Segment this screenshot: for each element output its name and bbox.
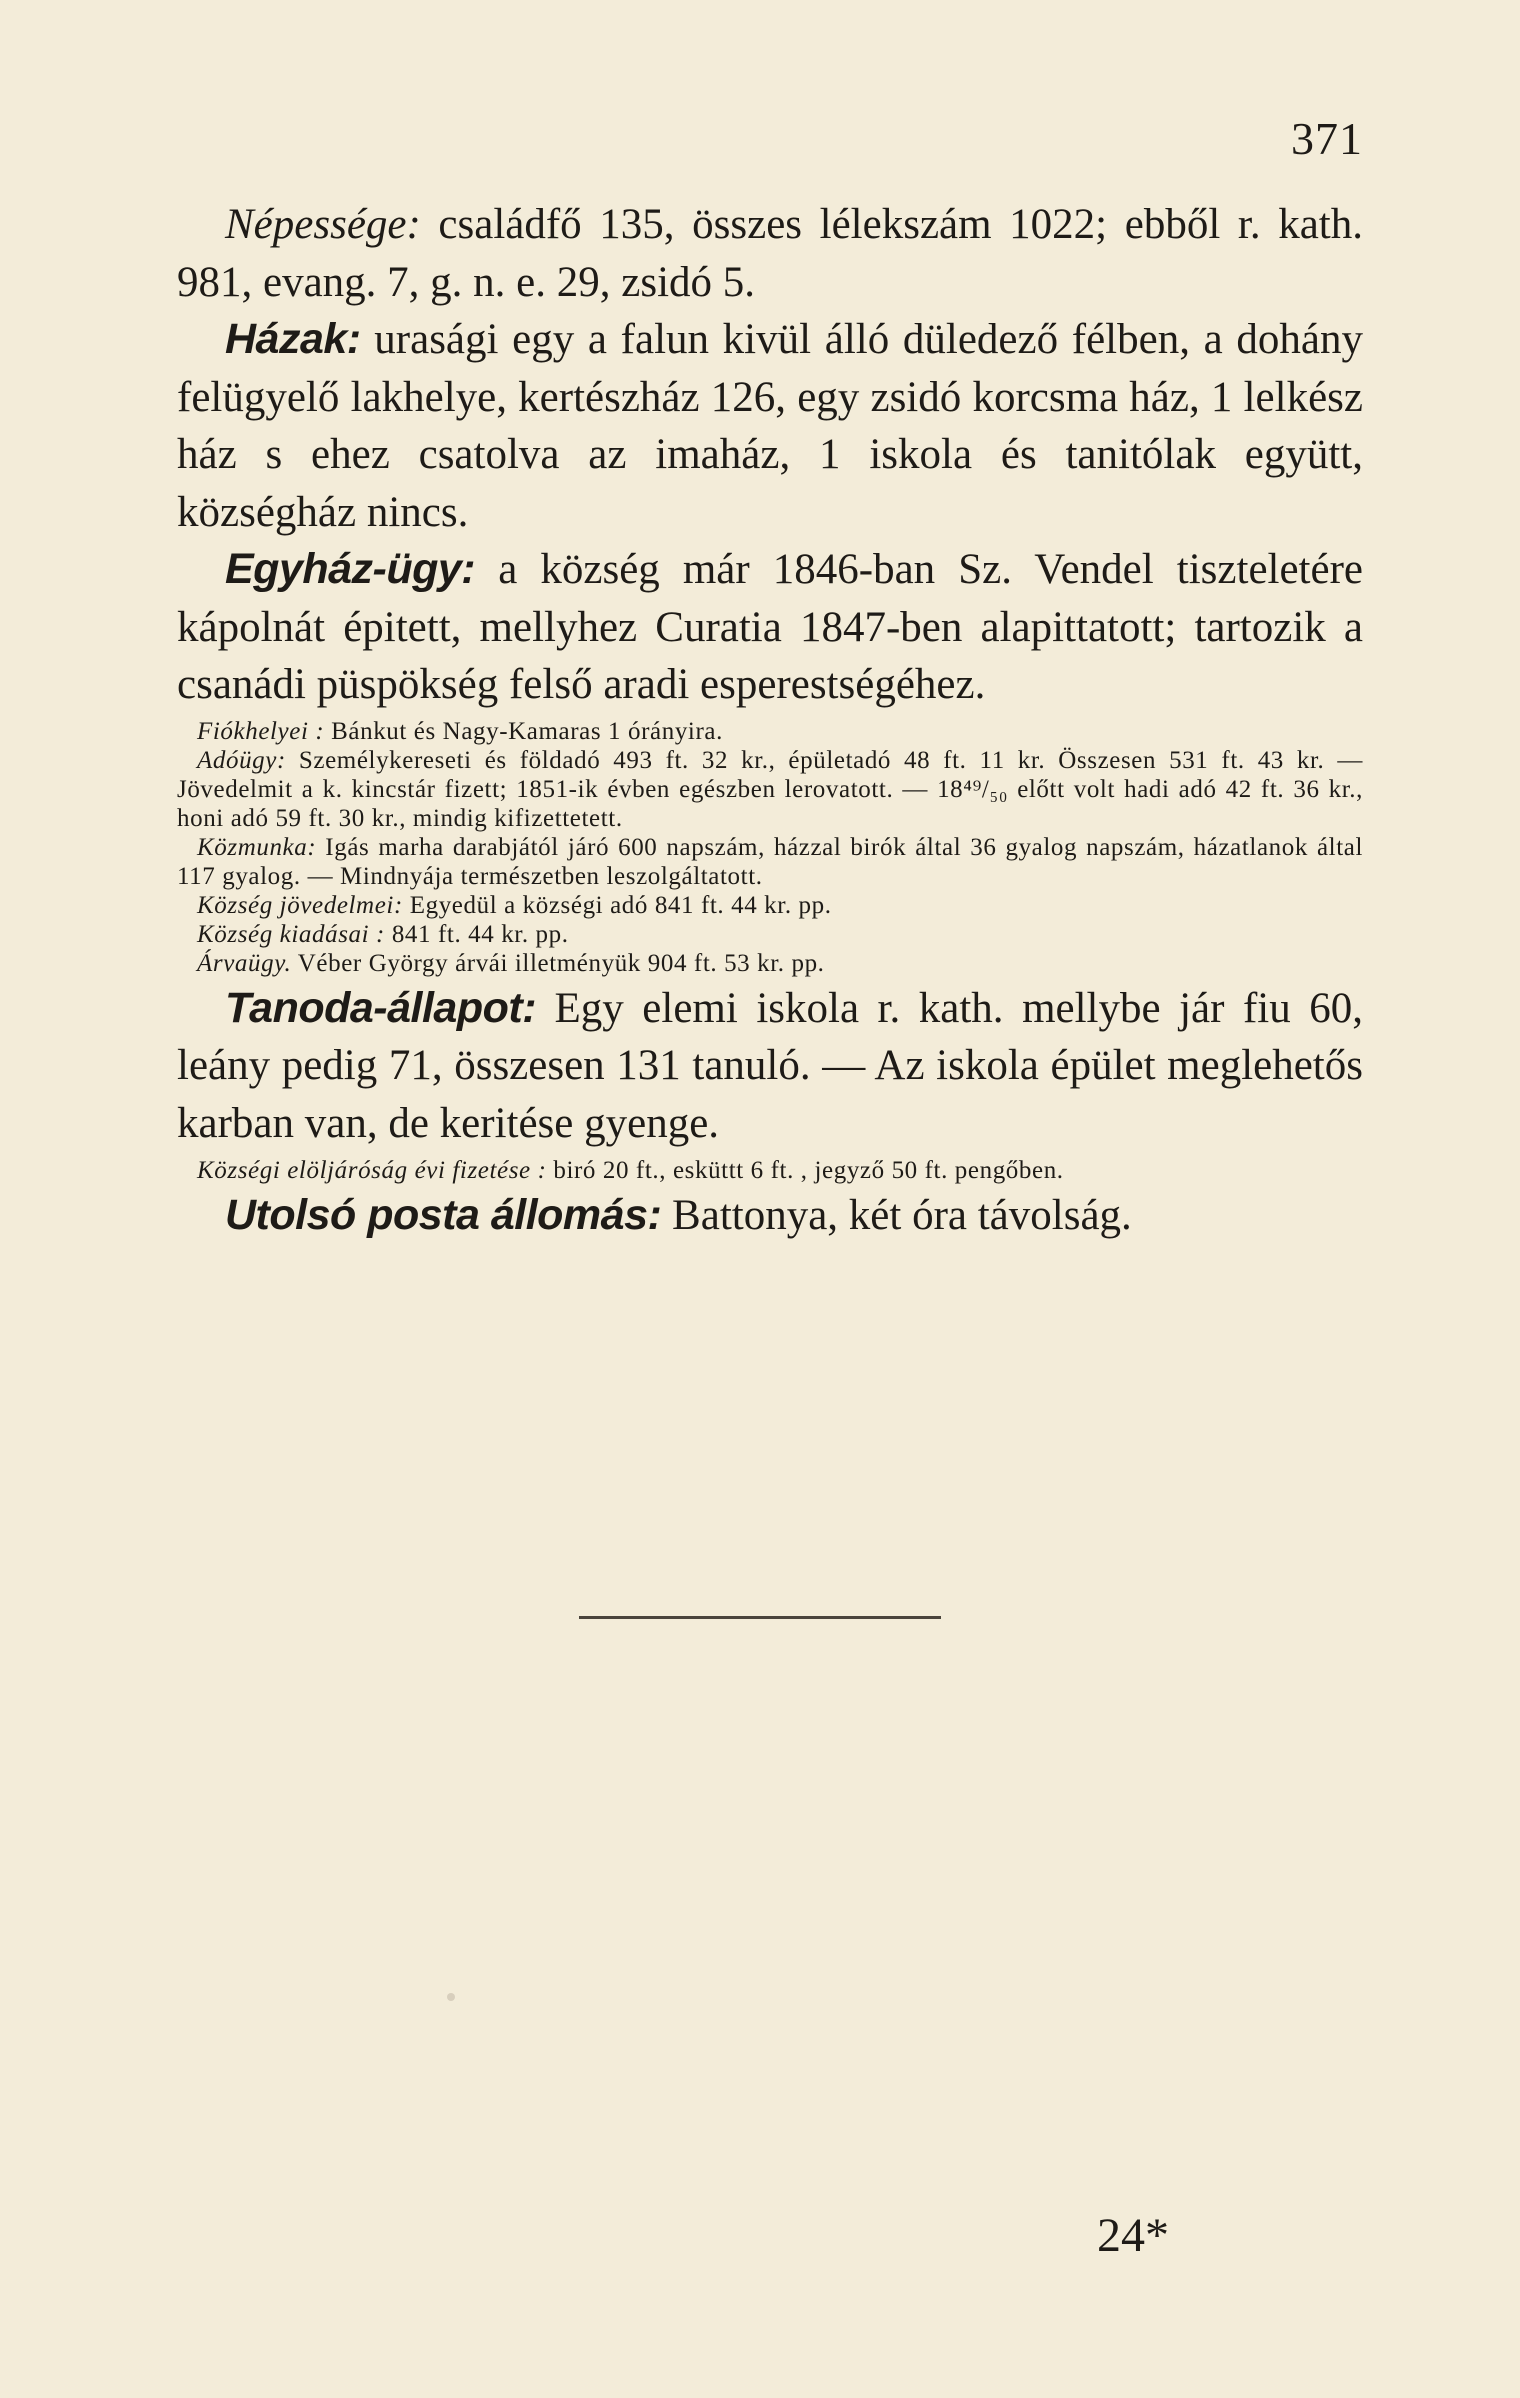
text-tanoda: Egy elemi iskola r. kath. mellybe jár fiu 60, leány pedig 71, összesen 131 tanuló. — Az iskola épület meglehetős karban van, de keritése gyenge. [177,984,1363,1147]
paragraph-adougy [177,746,1363,833]
section-divider [579,1616,941,1619]
page-body [177,196,1363,1245]
heading-eloljarosag: Községi elöljáróság évi fizetése : [197,1157,547,1184]
paragraph-eloljarosag [177,1156,1363,1185]
heading-fiokhelyei: Fiókhelyei : [197,717,325,745]
heading-nepessege: Népessége: [225,201,421,248]
signature-mark: 24* [1097,2209,1169,2262]
text-adougy: Személykereseti és földadó 493 ft. 32 kr., épületadó 48 ft. 11 kr. Összesen 531 ft. 43 kr. — Jövedelmit a k. kincstár fizett; 1851-ik évben egészben lerovatott. — 18⁴⁹/₅₀ előtt volt hadi adó 42 ft. 36 kr., honi adó 59 ft. 30 kr., mindig kifizettetett. [177,746,1363,832]
text-kozmunka: Igás marha darabjától járó 600 napszám, házzal birók által 36 gyalog napszám, házatlanok által 117 gyalog. — Mindnyája természetben leszolgáltatott. [177,833,1363,890]
text-fiokhelyei: Bánkut és Nagy-Kamaras 1 órányira. [324,717,723,745]
text-jovedelmei: Egyedül a községi adó 841 ft. 44 kr. pp. [402,891,832,919]
paper-speck [447,1993,455,2001]
text-eloljarosag: biró 20 ft., esküttt 6 ft. , jegyző 50 ft. pengőben. [546,1157,1064,1184]
page-number: 371 [1291,113,1363,164]
paragraph-posta [177,1187,1363,1245]
paragraph-arvaugy [177,949,1363,978]
heading-egyhaz: Egyház-ügy: [225,545,476,593]
heading-tanoda: Tanoda-állapot: [225,983,537,1032]
paragraph-egyhaz [177,541,1363,714]
text-hazak: urasági egy a falun kivül álló düledező félben, a dohány felügyelő lakhelye, kertészház 126, egy zsidó korcsma ház, 1 lelkész ház s ehez csatolva az imaház, 1 iskola és tanitólak együtt, községház nincs. [177,316,1363,536]
text-kiadasai: 841 ft. 44 kr. pp. [384,920,569,948]
text-arvaugy: Véber György árvái illetményük 904 ft. 53 kr. pp. [291,949,825,977]
paragraph-jovedelmei [177,891,1363,920]
text-egyhaz: a község már 1846-ban Sz. Vendel tiszteletére kápolnát épitett, mellyhez Curatia 1847-ben alapittatott; tartozik a csanádi püspökség felső aradi esperestségéhez. [177,546,1363,708]
heading-kozmunka: Közmunka: [197,833,317,861]
heading-posta: Utolsó posta állomás: [225,1191,662,1239]
paragraph-kiadasai [177,920,1363,949]
heading-adougy: Adóügy: [197,746,286,774]
text-nepessege: családfő 135, összes lélekszám 1022; ebből r. kath. 981, evang. 7, g. n. e. 29, zsidó 5. [177,201,1363,306]
text-posta: Battonya, két óra távolság. [661,1192,1132,1239]
paragraph-tanoda [177,980,1363,1153]
heading-kiadasai: Község kiadásai : [197,920,385,948]
paragraph-kozmunka [177,833,1363,891]
paragraph-nepessege [177,196,1363,311]
paragraph-hazak [177,311,1363,541]
heading-hazak: Házak: [225,315,361,363]
heading-arvaugy: Árvaügy. [197,949,292,977]
paragraph-fiokhelyei [177,717,1363,746]
heading-jovedelmei: Község jövedelmei: [197,891,403,919]
